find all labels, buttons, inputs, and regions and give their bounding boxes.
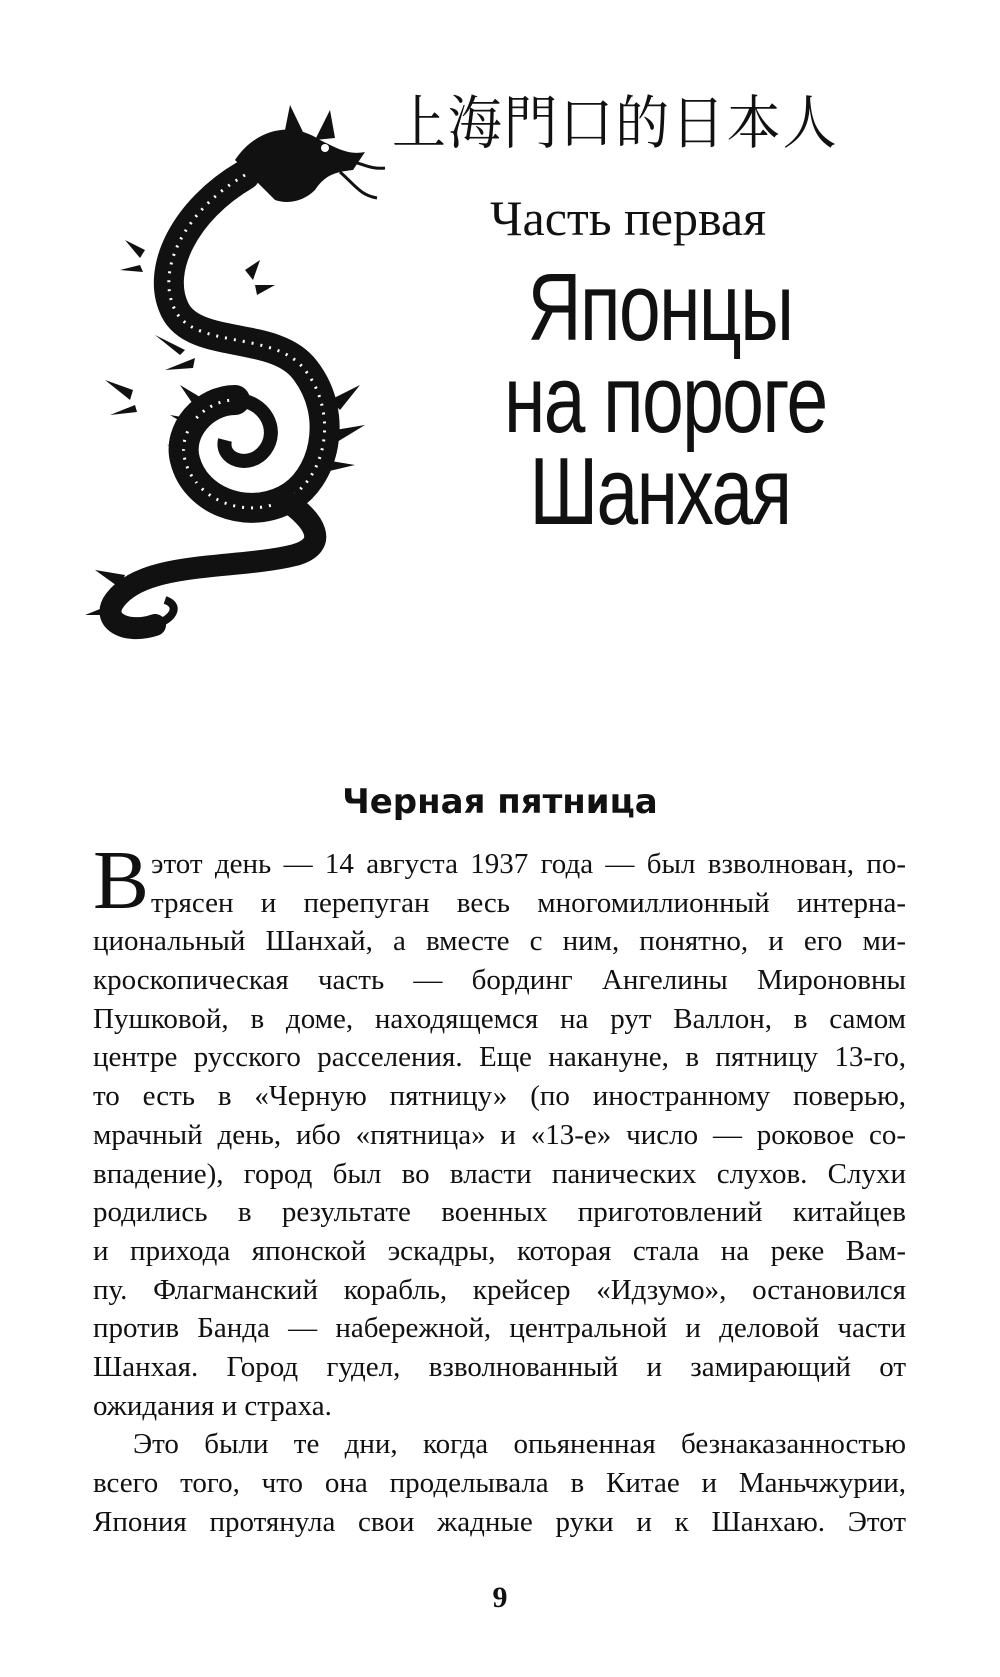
part-title-line: Шанхая: [529, 438, 791, 545]
text-line: и прихода японской эскадры, которая стала на реке Вам-: [93, 1234, 906, 1267]
part-title: [504, 254, 827, 545]
text-line: мрачный день, ибо «пятница» и «13-е» число — роковое со-: [93, 1118, 906, 1151]
text-line: этот день — 14 августа 1937 года — был взволнован, по-: [151, 848, 906, 880]
cjk-book-title: 上海門口的日本人: [392, 89, 839, 157]
text-line: Шанхая. Город гудел, взволнованный и замирающий от: [93, 1350, 906, 1383]
text-line: трясен и перепуган весь многомиллионный интерна-: [151, 886, 906, 919]
text-line: центре русского расселения. Еще накануне, в пятницу 13-го,: [93, 1041, 906, 1074]
text-line: родились в результате военных приготовлений китайцев: [93, 1196, 906, 1229]
text-line: Это были те дни, когда опьяненная безнаказанностью: [133, 1428, 906, 1461]
part-title-line: Японцы: [527, 254, 793, 361]
text-line: пу. Флагманский корабль, крейсер «Идзумо», остановился: [93, 1273, 906, 1306]
text-line: Пушковой, в доме, находящемся на рут Валлон, в самом: [93, 1002, 906, 1035]
part-title-line: на пороге: [504, 346, 827, 453]
text-line: Япония протянула свои жадные руки и к Шанхаю. Этот: [93, 1505, 906, 1538]
chapter-body: [93, 834, 906, 1541]
text-line: то есть в «Черную пятницу» (по иностранному поверью,: [93, 1080, 906, 1113]
dragon-illustration: [85, 100, 390, 640]
drop-cap: В: [93, 834, 150, 927]
text-line: против Банда — набережной, центральной и деловой части: [93, 1312, 906, 1345]
text-line: циональный Шанхай, а вместе с ним, понятно, и его ми-: [93, 925, 906, 958]
page-number: 9: [492, 1581, 508, 1614]
text-line: кроскопическая часть — бординг Ангелины Мироновны: [93, 964, 906, 997]
text-line: всего того, что она проделывала в Китае и Маньчжурии,: [93, 1467, 906, 1499]
part-label: Часть первая: [490, 190, 767, 246]
chapter-title: Черная пятница: [342, 782, 658, 822]
text-line: впадение), город был во власти панических слухов. Слухи: [93, 1157, 906, 1190]
text-line: ожидания и страха.: [93, 1389, 332, 1422]
